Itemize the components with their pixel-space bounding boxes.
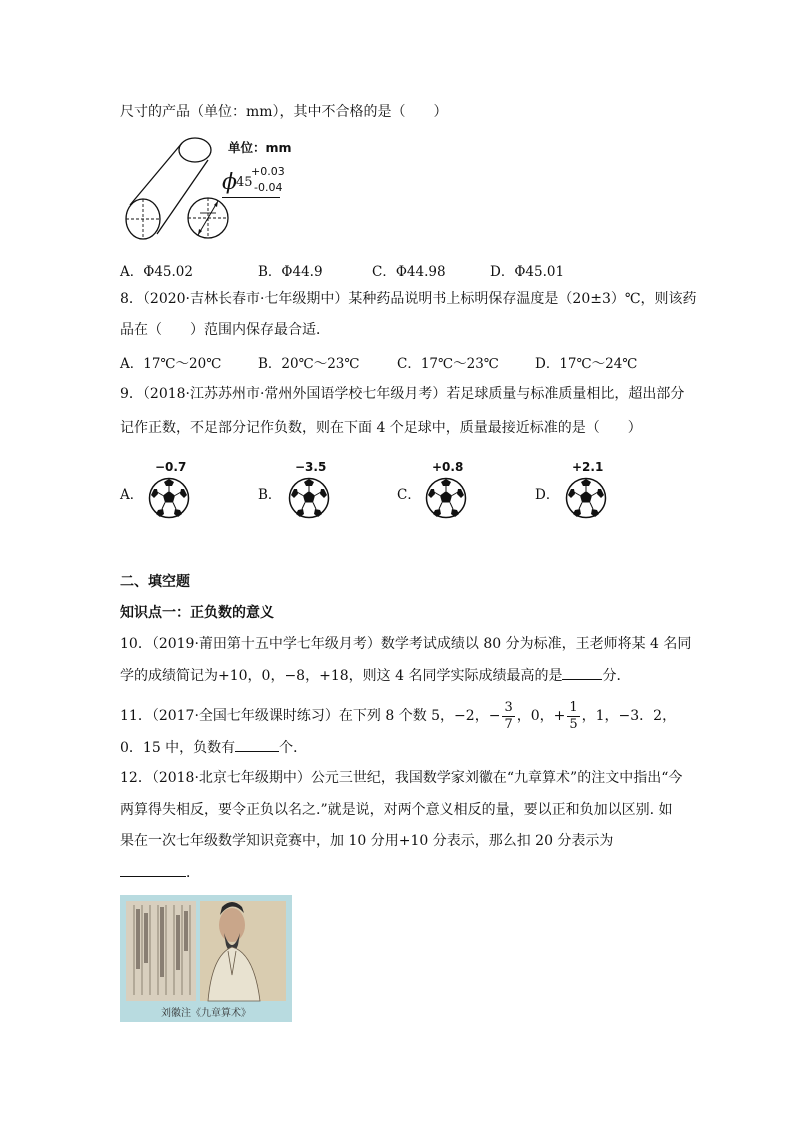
ball-value-b: −3.5 — [295, 460, 327, 474]
q11-part2: ，0，+ — [516, 708, 566, 724]
q11-line1 — [120, 696, 676, 736]
q10-unit: 分． — [602, 668, 631, 684]
q7-text: 尺寸的产品（单位：mm），其中不合格的是（ ） — [120, 104, 448, 120]
q12-line4: ． — [120, 862, 200, 883]
illustration-caption: 刘徽注《九章算术》 — [120, 1006, 292, 1022]
figure-dim: 45 — [236, 175, 253, 190]
q9-option-a: A． — [120, 487, 144, 503]
q9-option-b: B． — [258, 487, 282, 503]
q11-line2 — [120, 737, 307, 758]
fraction-one-fifth: $\frac{1}{5}$ — [569, 699, 578, 732]
answer-blank[interactable] — [562, 665, 602, 680]
fraction-three-sevenths: $\frac{3}{7}$ — [504, 699, 513, 732]
q7-option-b: B．Φ44.9 — [258, 264, 323, 280]
soccer-ball-icon — [148, 477, 190, 523]
q10-line1: 10．（2019·莆田第十五中学七年级月考）数学考试成绩以 80 分为标准，王老师将某 4 名同 — [120, 636, 692, 652]
q8-option-d: D．17℃～24℃ — [535, 356, 638, 372]
q12-line2: 两算得失相反，要令正负以名之.”就是说，对两个意义相反的量，要以正和负加以区别. 如 — [120, 802, 673, 818]
q9-line2: 记作正数，不足部分记作负数，则在下面 4 个足球中，质量最接近标准的是（ ） — [120, 420, 642, 436]
q8-line2: 品在（ ）范围内保存最合适． — [120, 322, 330, 338]
q8-option-c: C．17℃～23℃ — [397, 356, 499, 372]
q9-option-c: C． — [397, 487, 421, 503]
q11-unit: 个． — [279, 740, 308, 756]
q8-option-b: B．20℃～23℃ — [258, 356, 360, 372]
q8-line1: 8．（2020·吉林长春市·七年级期中）某种药品说明书上标明保存温度是（20±3）℃，则该药 — [120, 291, 697, 307]
figure-unit: 单位：mm — [228, 140, 292, 155]
q12-line3: 果在一次七年级数学知识竞赛中，加 10 分用+10 分表示，那么扣 20 分表示为 — [120, 833, 614, 849]
q8-option-a: A．17℃～20℃ — [120, 356, 222, 372]
q9-line1: 9．（2018·江苏苏州市·常州外国语学校七年级月考）若足球质量与标准质量相比，超出部分 — [120, 386, 685, 402]
dim-underline — [222, 197, 280, 198]
soccer-ball-icon — [288, 477, 330, 523]
tol-minus: -0.04 — [254, 181, 283, 194]
q7-option-a: A．Φ45.02 — [120, 264, 193, 280]
q10-line2 — [120, 665, 630, 686]
ball-value-a: −0.7 — [155, 460, 187, 474]
q7-option-c: C．Φ44.98 — [372, 264, 446, 280]
q12-line1: 12．（2018·北京七年级期中）公元三世纪，我国数学家刘徽在“九章算术”的注文中指出“今 — [120, 770, 683, 786]
ball-value-d: +2.1 — [572, 460, 604, 474]
q9-option-d: D． — [535, 487, 560, 503]
answer-blank[interactable] — [235, 737, 279, 752]
ball-value-c: +0.8 — [432, 460, 464, 474]
q11-part1: 11．（2017·全国七年级课时练习）在下列 8 个数 5，−2，− — [120, 708, 501, 724]
q10-line2-text: 学的成绩简记为+10，0，−8，+18，则这 4 名同学实际成绩最高的是 — [120, 668, 563, 684]
q11-part3: ，1，−3．2， — [581, 708, 677, 724]
tol-plus: +0.03 — [251, 165, 285, 178]
q7-option-d: D．Φ45.01 — [490, 264, 565, 280]
soccer-ball-icon — [565, 477, 607, 523]
knowledge-point-title: 知识点一：正负数的意义 — [120, 605, 274, 621]
section-title: 二、填空题 — [120, 574, 190, 590]
answer-blank[interactable] — [120, 862, 186, 877]
phi-symbol: ϕ — [222, 170, 237, 195]
liu-hui-illustration — [120, 895, 292, 1006]
q11-line2-text: 0．15 中，负数有 — [120, 740, 236, 756]
soccer-ball-icon — [425, 477, 467, 523]
